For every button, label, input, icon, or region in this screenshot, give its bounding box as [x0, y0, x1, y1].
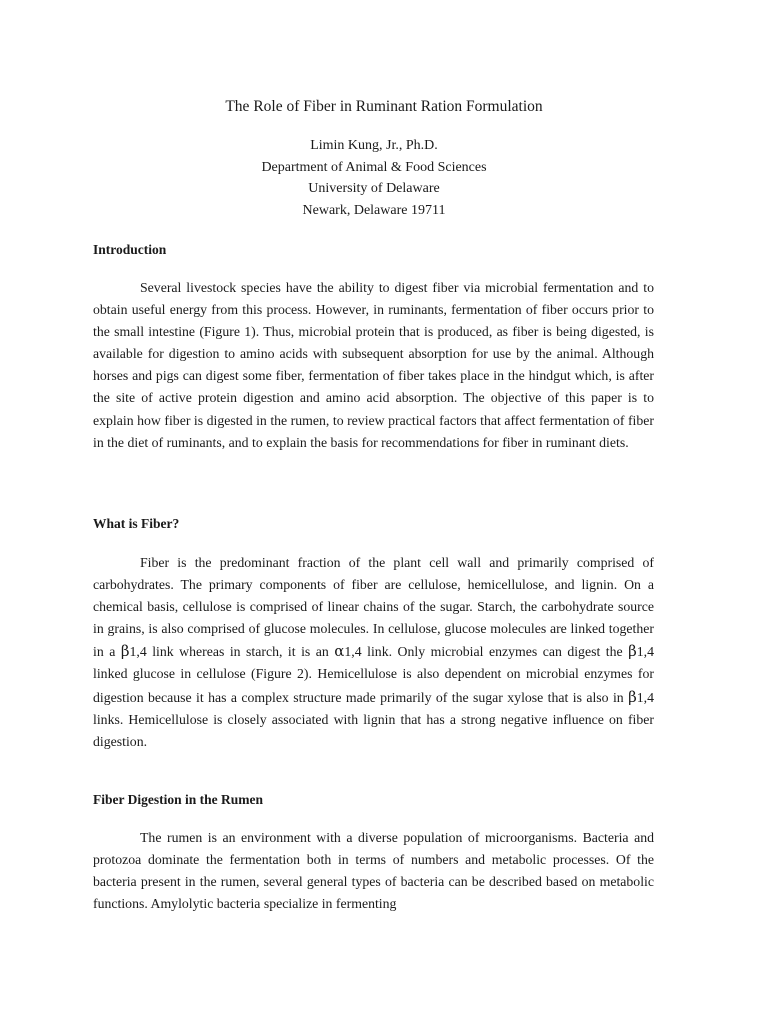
paragraph-text-segment: Fiber is the predominant fraction of the plant cell wall and primarily comprised of carbohydrates. The primary components of fiber are cellulose, hemicellulose, and lignin. On a chemical basis, cellulose is comprised of linear chains of the sugar. Starch, the carbohydrate source in grains, is also comprised of glucose molecules. In cellulose, glucose molecules are linked together in a [93, 555, 654, 660]
author-name: Limin Kung, Jr., Ph.D. [310, 138, 438, 153]
beta-symbol: β [628, 642, 637, 661]
paragraph-what-is-fiber [93, 552, 654, 753]
paragraph-text-segment: 1,4 linked glucose in cellulose (Figure 2). Hemicellulose is also dependent on microbial enzymes for digestion because it has a complex structure made primarily of the sugar xylose that is also in [93, 644, 655, 705]
paragraph-text-segment: 1,4 link whereas in starch, it is an [129, 644, 335, 660]
author-university: University of Delaware [308, 181, 440, 196]
beta-symbol: β [628, 687, 637, 706]
section-heading-introduction: Introduction [93, 242, 167, 257]
beta-symbol: β [120, 642, 130, 661]
author-department: Department of Animal & Food Sciences [261, 159, 487, 175]
section-heading-fiber-digestion-rumen: Fiber Digestion in the Rumen [93, 792, 264, 807]
paragraph-text-segment: 1,4 links. Hemicellulose is closely associated with lignin that has a strong negative influence on fiber digestion. [93, 689, 654, 749]
paragraph-introduction: Several livestock species have the ability to digest fiber via microbial fermentation and to obtain useful energy from this process. However, in ruminants, fermentation of fiber occurs prior to the small intestine (Figure 1). Thus, microbial protein that is produced, as fiber is being digested, is available for digestion to amino acids with subsequent absorption for use by the animal. Although horses and pigs can digest some fiber, fermentation of fiber takes place in the hindgut which, is after the site of active protein digestion and amino acid absorption. The objective of this paper is to explain how fiber is digested in the rumen, to review practical factors that affect fermentation of fiber in the diet of ruminants, and to explain the basis for recommendations for fiber in ruminant diets. [93, 280, 654, 450]
section-heading-what-is-fiber: What is Fiber? [93, 516, 180, 531]
author-location: Newark, Delaware 19711 [302, 202, 446, 218]
alpha-symbol: α [334, 642, 345, 661]
author-block [0, 135, 748, 221]
paragraph-text-segment: 1,4 link. Only microbial enzymes can digest the [344, 644, 629, 660]
document-title: The Role of Fiber in Ruminant Ration Formulation [225, 98, 543, 115]
paragraph-fiber-digestion-rumen: The rumen is an environment with a diverse population of microorganisms. Bacteria and protozoa dominate the fermentation both in terms of numbers and metabolic processes. Of the bacteria present in the rumen, several general types of bacteria can be described based on metabolic functions. Amylolytic bacteria specialize in fermenting [93, 830, 654, 912]
